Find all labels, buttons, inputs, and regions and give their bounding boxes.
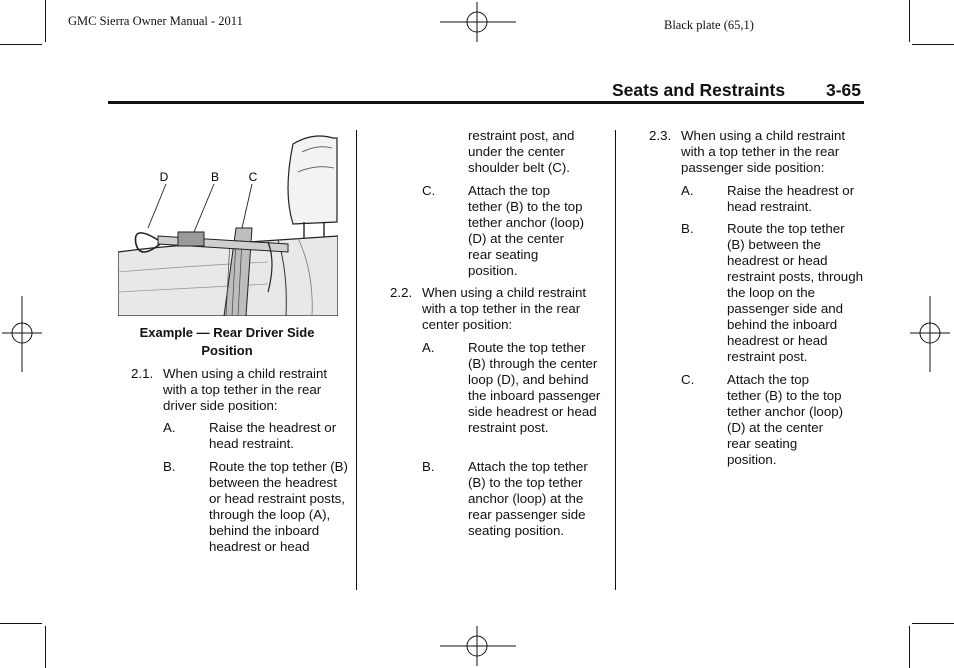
step-2-3-text: When using a child restraint with a top tether in the rear passenger side position: [681, 128, 846, 175]
figure-label-c: C [248, 170, 258, 184]
step-2-3-number: 2.3. [649, 128, 672, 143]
step-2-2-text: When using a child restraint with a top tether in the rear center position: [422, 285, 587, 332]
crop-mark-tr-h [912, 44, 954, 45]
seat-tether-illustration [118, 132, 338, 316]
column-divider-1 [356, 130, 357, 590]
figure-caption: Example — Rear Driver Side Position [139, 325, 315, 358]
crop-mark-tl-v [45, 0, 46, 42]
col2-continued-text: restraint post, and under the center shoulder belt (C). [468, 128, 575, 175]
col3-item-b-text: Route the top tether (B) between the headrest or head restraint posts, through the loop on the passenger side and behind the inboard headrest or head restraint post. [727, 221, 863, 364]
col2-item-a-text: Route the top tether (B) through the center loop (D), and behind the inboard passenger side headrest or head restraint post. [468, 340, 601, 435]
figure-label-d: D [159, 170, 169, 184]
col3-item-c-text: Attach the top tether (B) to the top tether anchor (loop) (D) at the center rear seating position. [727, 372, 844, 467]
col3-item-a-letter: A. [681, 183, 694, 198]
col1-item-b-text: Route the top tether (B) between the headrest or head restraint posts, through the loop (A), behind the inboard headrest or head [209, 459, 348, 554]
manual-title: GMC Sierra Owner Manual - 2011 [68, 14, 243, 28]
col1-item-b-letter: B. [163, 459, 176, 474]
col2-item-c-text: Attach the top tether (B) to the top tether anchor (loop) (D) at the center rear seating position. [468, 183, 585, 278]
section-title: Seats and Restraints [612, 80, 786, 100]
step-2-1-number: 2.1. [131, 366, 154, 381]
plate-label: Black plate (65,1) [664, 18, 754, 32]
step-2-1-text: When using a child restraint with a top tether in the rear driver side position: [163, 366, 328, 413]
col2-item-b-letter: B. [422, 459, 435, 474]
col3-item-c-letter: C. [681, 372, 695, 387]
col2-item-b-text: Attach the top tether (B) to the top tether anchor (loop) at the rear passenger side seating position. [468, 459, 588, 538]
col1-item-a-text: Raise the headrest or head restraint. [209, 420, 337, 451]
crop-mark-tl-h [0, 44, 42, 45]
header-rule [108, 101, 864, 104]
col3-item-a-text: Raise the headrest or head restraint. [727, 183, 855, 214]
crop-mark-br-v [909, 626, 910, 668]
page-number: 3-65 [826, 80, 862, 100]
col3-item-b-letter: B. [681, 221, 694, 236]
col2-item-c-letter: C. [422, 183, 436, 198]
step-2-2-number: 2.2. [390, 285, 413, 300]
crop-mark-br-h [912, 623, 954, 624]
crop-mark-bl-v [45, 626, 46, 668]
registration-mark-right [910, 296, 950, 372]
col1-item-a-letter: A. [163, 420, 176, 435]
registration-mark-left [2, 296, 42, 372]
column-divider-2 [615, 130, 616, 590]
figure-label-b: B [210, 170, 220, 184]
crop-mark-tr-v [909, 0, 910, 42]
registration-mark-top [440, 2, 516, 42]
col2-item-a-letter: A. [422, 340, 435, 355]
registration-mark-bottom [440, 626, 516, 666]
crop-mark-bl-h [0, 623, 42, 624]
